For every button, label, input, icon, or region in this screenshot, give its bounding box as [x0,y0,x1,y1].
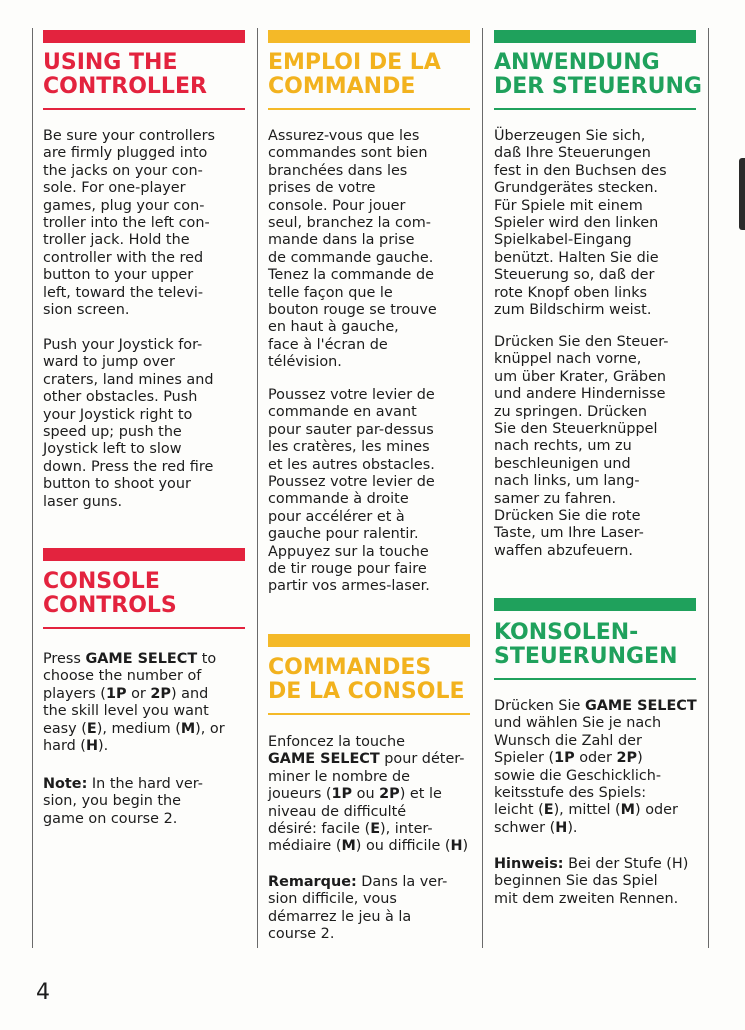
section-heading: USING THE CONTROLLER [43,50,207,99]
paragraph: Be sure your controllers are firmly plugged into the jacks on your con- sole. For one-player games, plug your con- troller into the left con- troller jack. Hold the controller with the red button to your upper left, toward the televi- sion screen. [43,128,216,319]
paragraph: Überzeugen Sie sich, daß Ihre Steuerungen fest in den Buchsen des Grundgerätes stecken. Für Spiele mit einem Spieler wird den linken Spielkabel-Eingang benützt. Halten Sie die Steuerung so, daß der rote Knopf oben links zum Bildschirm weist. [494,128,667,319]
section-rule [494,108,696,110]
paragraph: Poussez votre levier de commande en avant pour sauter par-dessus les cratères, les mines et les autres obstacles. Poussez votre levier de commande à droite pour accélérer et à gauche pour ralentir. Appuyez sur la touche de tir rouge pour faire partir vos armes-laser. [268,387,435,595]
page-number: 4 [36,980,50,1005]
paragraph: Press GAME SELECT to choose the number of players (1P or 2P) and the skill level you want easy (E), medium (M), or hard (H). [43,651,225,755]
section-heading: ANWENDUNG DER STEUERUNG [494,50,702,99]
section-heading: EMPLOI DE LA COMMANDE [268,50,441,99]
column-divider-2 [482,28,483,948]
section-bar [494,30,696,43]
section-rule [268,713,470,715]
paragraph: Drücken Sie GAME SELECT und wählen Sie je nach Wunsch die Zahl der Spieler (1P oder 2P) sowie die Geschicklich- keitsstufe des Spiels: leicht (E), mittel (M) oder schwer (H). [494,698,697,836]
section-rule [43,627,245,629]
paragraph: Drücken Sie den Steuer- knüppel nach vorne, um über Krater, Gräben und andere Hindernisse zu springen. Drücken Sie den Steuerknüppel nach rechts, um zu beschleunigen und nach links, um lang- samer zu fahren. Drücken Sie die rote Taste, um Ihre Laser- waffen abzufeuern. [494,334,669,559]
column-divider-right [708,28,709,948]
page-edge-tab [739,158,745,230]
column-divider-1 [257,28,258,948]
paragraph: Push your Joystick for- ward to jump over craters, land mines and other obstacles. Push your Joystick right to speed up; push the Joystick left to slow down. Press the red fire button to shoot your laser guns. [43,337,214,510]
section-heading: COMMANDES DE LA CONSOLE [268,655,465,704]
section-rule [43,108,245,110]
section-heading: KONSOLEN- STEUERUNGEN [494,620,678,669]
section-heading: CONSOLE CONTROLS [43,569,177,618]
section-bar [268,634,470,647]
section-bar [494,598,696,611]
paragraph: Hinweis: Bei der Stufe (H) beginnen Sie das Spiel mit dem zweiten Rennen. [494,856,689,907]
paragraph: Remarque: Dans la ver- sion difficile, vous démarrez le jeu à la course 2. [268,874,448,943]
section-bar [43,548,245,561]
section-bar [43,30,245,43]
section-rule [494,678,696,680]
section-rule [268,108,470,110]
paragraph: Enfoncez la touche GAME SELECT pour déter- miner le nombre de joueurs (1P ou 2P) et le niveau de difficulté désiré: facile (E), inter- médiaire (M) ou difficile (H) [268,734,469,855]
section-bar [268,30,470,43]
column-divider-left [32,28,33,948]
paragraph: Assurez-vous que les commandes sont bien branchées dans les prises de votre console. Pour jouer seul, branchez la com- mande dans la prise de commande gauche. Tenez la commande de telle façon que le bouton rouge se trouve en haut à gauche, face à l'écran de télévision. [268,128,437,371]
key-label: GAME SELECT [85,651,198,667]
key-label: GAME SELECT [268,751,380,768]
paragraph: Note: In the hard ver- sion, you begin the game on course 2. [43,776,203,827]
key-label: GAME SELECT [584,698,697,714]
